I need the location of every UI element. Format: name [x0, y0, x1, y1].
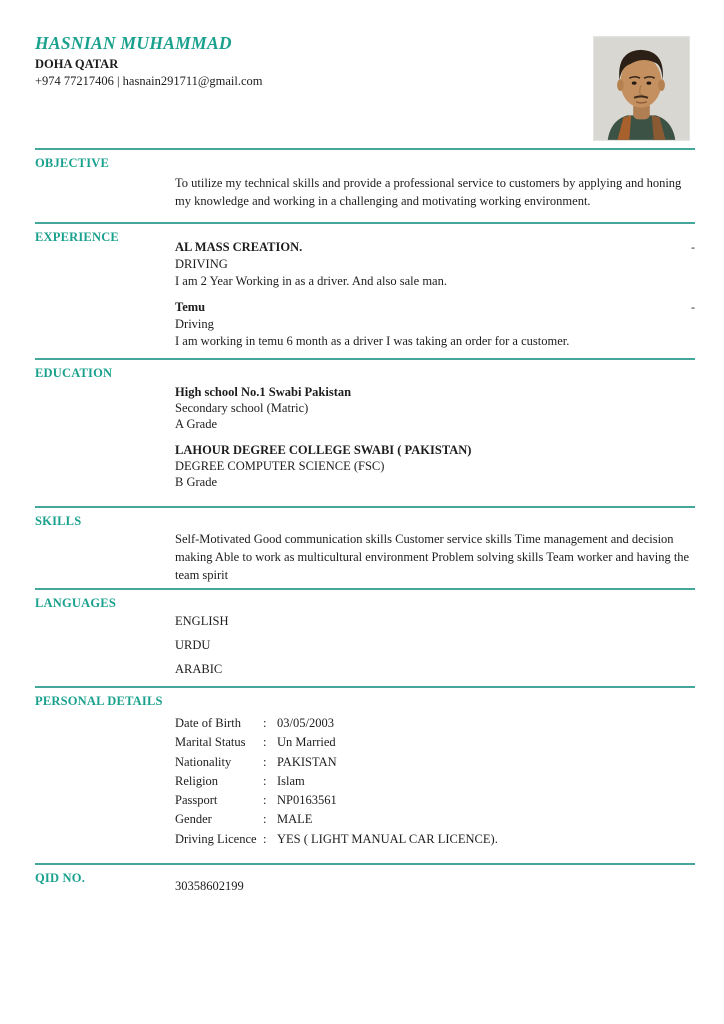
education-grade: B Grade — [175, 475, 217, 489]
qid-number: 30358602199 — [175, 879, 244, 894]
personal-detail-row — [175, 810, 695, 829]
section-personal-details — [35, 686, 695, 863]
personal-detail-row — [175, 714, 695, 733]
education-program: DEGREE COMPUTER SCIENCE (FSC) — [175, 459, 385, 473]
personal-detail-separator: : — [263, 754, 267, 769]
portrait-photo — [593, 36, 690, 141]
personal-detail-separator: : — [263, 793, 267, 808]
section-skills — [35, 506, 695, 588]
experience-role: Driving — [175, 317, 214, 331]
section-title-personal-details: PERSONAL DETAILS — [35, 694, 163, 708]
personal-detail-label: Gender — [175, 812, 212, 827]
section-languages — [35, 588, 695, 686]
personal-detail-row — [175, 753, 695, 772]
portrait-photo-illustration — [594, 37, 689, 140]
personal-detail-value: Islam — [277, 773, 305, 788]
resume-header — [0, 0, 724, 148]
section-title-languages: LANGUAGES — [35, 596, 116, 610]
language-item: ENGLISH — [175, 614, 229, 628]
section-objective — [35, 148, 695, 222]
personal-detail-value: PAKISTAN — [277, 754, 337, 769]
personal-detail-value: NP0163561 — [277, 793, 337, 808]
language-item: URDU — [175, 638, 211, 652]
objective-text: To utilize my technical skills and provide a professional service to customers by applying and honing my knowledge and working in a challenging and motivating working environment. — [175, 176, 682, 208]
personal-detail-row — [175, 772, 695, 791]
person-name: HASNIAN MUHAMMAD — [35, 33, 232, 53]
personal-detail-label: Passport — [175, 793, 218, 808]
personal-detail-label: Driving Licence — [175, 831, 257, 846]
section-title-experience: EXPERIENCE — [35, 230, 119, 244]
section-experience — [35, 222, 695, 350]
section-title-skills: SKILLS — [35, 514, 82, 528]
personal-detail-label: Date of Birth — [175, 716, 241, 730]
personal-detail-value: MALE — [277, 812, 313, 827]
education-school: High school No.1 Swabi Pakistan — [175, 385, 352, 399]
personal-detail-separator: : — [263, 773, 267, 788]
personal-detail-row — [175, 791, 695, 810]
section-title-objective: OBJECTIVE — [35, 156, 110, 170]
experience-company: Temu — [175, 300, 206, 314]
education-entry — [175, 442, 695, 490]
personal-detail-row — [175, 830, 695, 849]
section-education — [35, 358, 695, 506]
experience-dates: - — [691, 300, 695, 314]
education-grade: A Grade — [175, 417, 217, 431]
personal-detail-label: Marital Status — [175, 735, 246, 750]
education-school: LAHOUR DEGREE COLLEGE SWABI ( PAKISTAN) — [175, 443, 472, 457]
personal-detail-label: Religion — [175, 773, 219, 788]
experience-description: I am working in temu 6 month as a driver I was taking an order for a customer. — [175, 334, 570, 348]
section-title-qid: QID NO. — [35, 871, 86, 886]
experience-dates: - — [691, 240, 695, 254]
experience-entry — [175, 298, 695, 350]
personal-detail-separator: : — [263, 831, 267, 846]
contact-line: +974 77217406 | hasnain291711@gmail.com — [35, 74, 263, 88]
language-item: ARABIC — [175, 662, 223, 676]
personal-detail-separator: : — [263, 812, 267, 827]
experience-description: I am 2 Year Working in as a driver. And also sale man. — [175, 274, 447, 288]
personal-detail-row — [175, 733, 695, 752]
personal-detail-value: 03/05/2003 — [277, 716, 334, 730]
skills-text: Self-Motivated Good communication skills Customer service skills Time management and decision making Able to work as multicultural environment Problem solving skills Team worker and having the team spirit — [175, 532, 690, 582]
experience-entry — [175, 238, 695, 290]
education-entry — [175, 384, 695, 432]
experience-role: DRIVING — [175, 257, 228, 271]
personal-detail-separator: : — [263, 735, 267, 750]
personal-detail-value: YES ( LIGHT MANUAL CAR LICENCE). — [277, 831, 498, 846]
personal-detail-value: Un Married — [277, 735, 336, 750]
section-title-education: EDUCATION — [35, 366, 113, 380]
education-program: Secondary school (Matric) — [175, 401, 309, 415]
location-text: DOHA QATAR — [35, 57, 119, 71]
personal-detail-separator: : — [263, 716, 267, 730]
personal-detail-label: Nationality — [175, 754, 232, 769]
section-qid — [35, 863, 695, 895]
experience-company: AL MASS CREATION. — [175, 240, 303, 254]
